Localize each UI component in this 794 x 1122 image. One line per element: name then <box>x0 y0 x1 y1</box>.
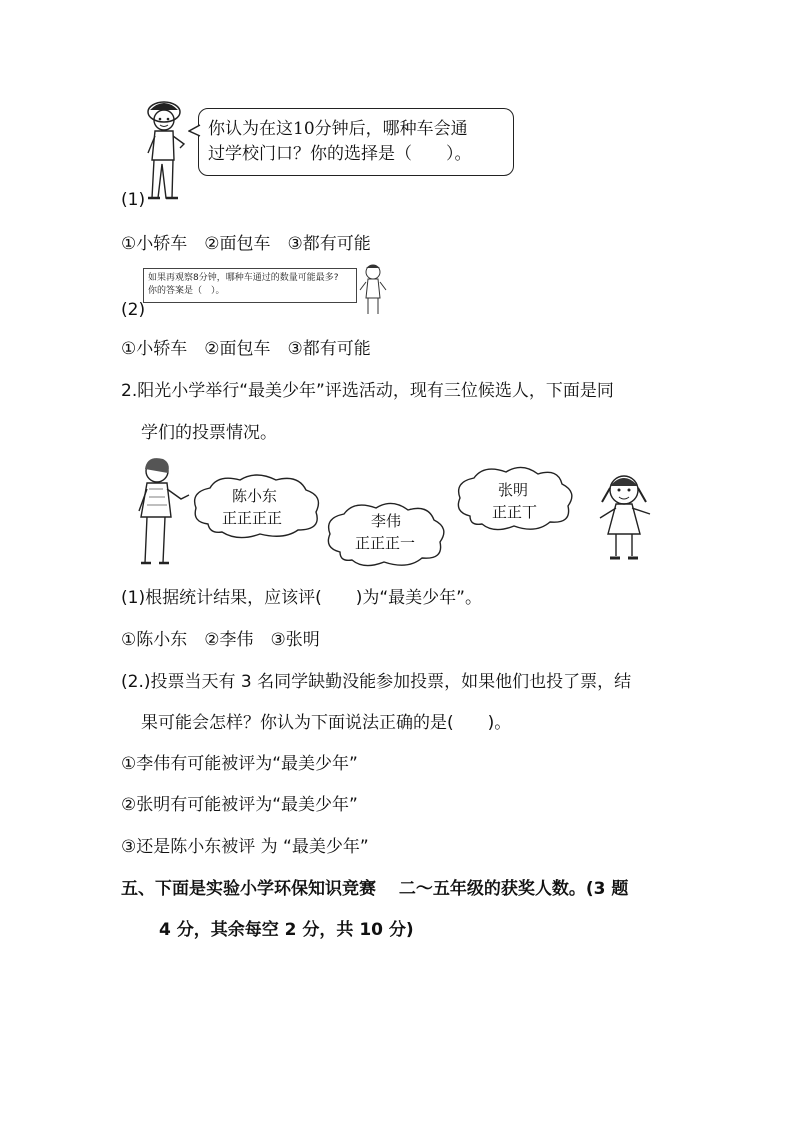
small-girl-illustration <box>356 262 390 318</box>
sub2-option-3: ③还是陈小东被评 为 “最美少年” <box>121 837 369 857</box>
cloud-li-name: 李伟 <box>371 512 402 530</box>
problem2-line-2: 学们的投票情况。 <box>141 423 277 443</box>
cloud-chen-name: 陈小东 <box>232 487 278 505</box>
q1-options: ①小轿车 ②面包车 ③都有可能 <box>121 234 371 254</box>
sub2-option-2: ②张明有可能被评为“最美少年” <box>121 795 358 815</box>
sub1-question: (1)根据统计结果，应该评( )为“最美少年”。 <box>121 588 482 608</box>
cloud-chen-tally: 正正正正 <box>222 509 283 527</box>
bubble-line-2: 过学校门口？你的选择是（ ）。 <box>208 144 472 164</box>
note-line-2: 你的答案是（ ）。 <box>148 286 225 296</box>
q1-label: (1) <box>121 190 146 210</box>
section5-line-1: 五、下面是实验小学环保知识竞赛 二～五年级的获奖人数。(3 题 <box>121 879 629 899</box>
boy-illustration <box>140 98 198 210</box>
small-note-box <box>143 268 357 303</box>
cloud-zhang-name: 张明 <box>498 481 529 499</box>
sub1-options: ①陈小东 ②李伟 ③张明 <box>121 630 320 650</box>
note-line-1: 如果再观察8分钟，哪种车通过的数量可能最多? <box>148 273 339 283</box>
sub2-option-1: ①李伟有可能被评为“最美少年” <box>121 754 358 774</box>
problem2-line-1: 2.阳光小学举行“最美少年”评选活动，现有三位候选人，下面是同 <box>121 381 614 401</box>
bubble-line-1: 你认为在这10分钟后，哪种车会通 <box>208 119 468 139</box>
section5-line-2: 4 分，其余每空 2 分，共 10 分) <box>159 920 414 940</box>
q2-options: ①小轿车 ②面包车 ③都有可能 <box>121 339 371 359</box>
sub2-line-1: (2.)投票当天有 3 名同学缺勤没能参加投票，如果他们也投了票，结 <box>121 672 632 692</box>
sub2-line-2: 果可能会怎样？你认为下面说法正确的是( )。 <box>141 713 512 733</box>
girl-illustration <box>590 468 660 568</box>
speech-bubble <box>198 108 514 176</box>
cloud-chen <box>188 472 326 542</box>
bubble-tail <box>188 124 202 138</box>
q2-label: (2) <box>121 300 146 320</box>
cloud-zhang-tally: 正正丅 <box>492 503 538 521</box>
cloud-li-tally: 正正正一 <box>355 534 416 552</box>
